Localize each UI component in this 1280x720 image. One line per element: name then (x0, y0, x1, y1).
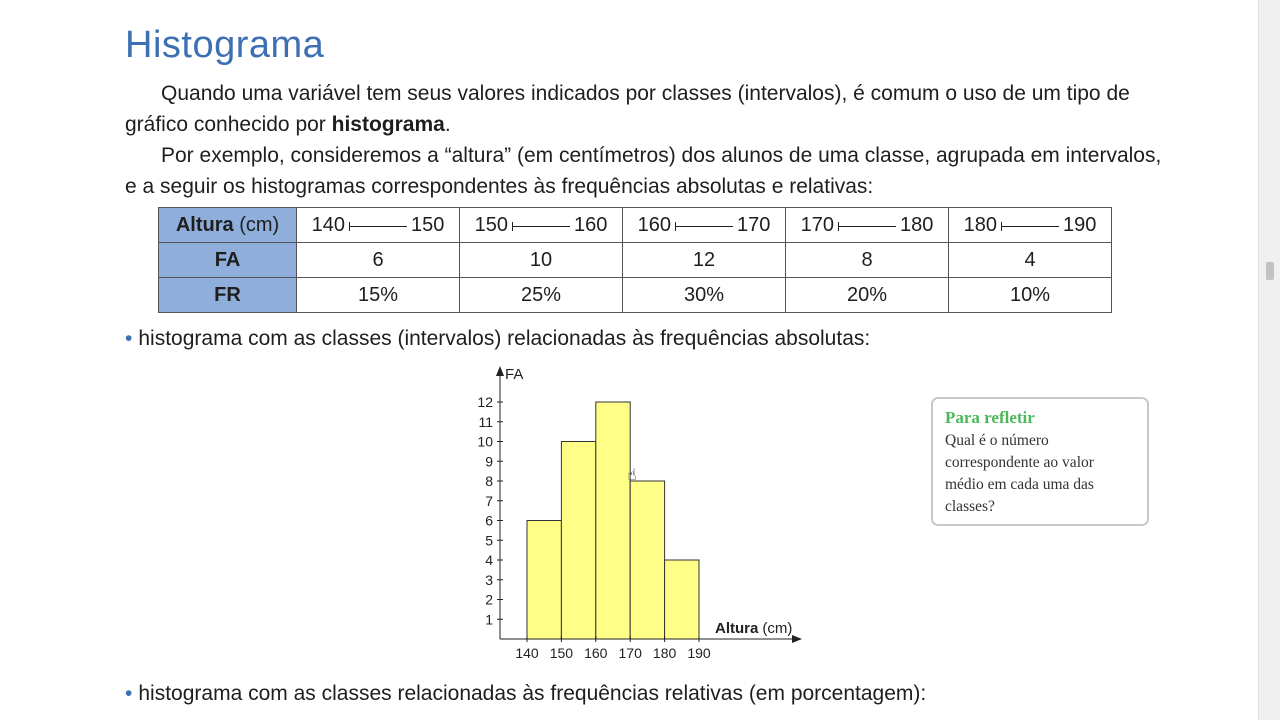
x-axis-arrow-icon (792, 635, 802, 643)
interval-to: 170 (737, 213, 771, 236)
intro-period: . (444, 113, 451, 136)
interval-from: 160 (637, 213, 671, 236)
bullet-absolute-text: histograma com as classes (intervalos) relacionadas às frequências absolutas: (138, 327, 871, 350)
example-paragraph (125, 140, 1165, 202)
fa-label: FA (214, 248, 241, 271)
interval-from: 140 (311, 213, 345, 236)
interval-to: 180 (900, 213, 934, 236)
bullet-absolute (125, 327, 870, 351)
table-cell: 12 (623, 243, 786, 278)
interval-bar-icon (349, 226, 407, 227)
header-altura-label: Altura (175, 213, 234, 236)
table-row-fr (159, 278, 1112, 313)
example-text: Por exemplo, consideremos a “altura” (em centímetros) dos alunos de uma classe, agrupada em intervalos, e a seguir os histogramas correspondentes às frequências absolutas e relativas: (125, 144, 1162, 198)
y-tick-label: 11 (478, 413, 493, 430)
table-cell: 6 (297, 243, 460, 278)
intro-paragraph (125, 78, 1165, 140)
x-axis-label-unit: (cm) (762, 620, 793, 637)
histogram-bar (596, 402, 630, 639)
x-axis-label-name: Altura (715, 620, 759, 637)
interval-bar-icon (512, 226, 570, 227)
row-label-fa (159, 243, 297, 278)
y-tick-label: 8 (485, 473, 493, 489)
interval-cell (460, 208, 623, 243)
y-tick-label: 6 (485, 512, 493, 529)
bullet-relative (125, 682, 926, 706)
table-cell: 4 (949, 243, 1112, 278)
frequency-table (158, 207, 1112, 313)
table-row-fa (159, 243, 1112, 278)
table-cell: 25% (460, 278, 623, 313)
y-tick-label: 10 (477, 433, 493, 450)
interval-from: 170 (800, 213, 834, 236)
interval-bar-icon (838, 226, 896, 227)
reflection-title: Para refletir (945, 408, 1035, 427)
y-tick-label: 7 (485, 492, 493, 509)
bullet-relative-text: histograma com as classes relacionadas às frequências relativas (em porcentagem): (138, 682, 927, 705)
interval-bar-icon (1001, 226, 1059, 227)
y-axis-label: FA (505, 366, 524, 383)
x-tick-label: 170 (618, 645, 642, 661)
table-cell: 15% (297, 278, 460, 313)
y-tick-label: 1 (485, 611, 493, 628)
x-axis-label (715, 620, 792, 637)
interval-to: 160 (574, 213, 608, 236)
histogram-bar (561, 442, 595, 640)
y-tick-label: 2 (485, 591, 493, 608)
histogram-chart (460, 360, 810, 665)
bullet-dot-icon: • (125, 682, 133, 705)
interval-cell (949, 208, 1112, 243)
reflection-body: Qual é o número correspondente ao valor médio em cada uma das classes? (945, 432, 1094, 515)
histogram-bar (630, 481, 664, 639)
interval-to: 150 (411, 213, 445, 236)
y-axis-ticks (477, 394, 503, 627)
histogram-bars (527, 402, 699, 639)
fr-label: FR (214, 283, 241, 306)
interval-cell (623, 208, 786, 243)
y-tick-label: 3 (485, 571, 493, 588)
y-tick-label: 9 (485, 453, 493, 470)
interval-to: 190 (1063, 213, 1097, 236)
table-cell: 30% (623, 278, 786, 313)
table-cell: 10 (460, 243, 623, 278)
hand-cursor-icon: ☝ (627, 467, 637, 484)
interval-from: 150 (474, 213, 508, 236)
y-tick-label: 4 (485, 552, 493, 568)
table-cell: 10% (949, 278, 1112, 313)
intro-text: Quando uma variável tem seus valores indicados por classes (intervalos), é comum o uso de um tipo de gráfico conhecido por (125, 82, 1130, 136)
vertical-scrollbar[interactable] (1258, 0, 1280, 720)
reflection-box (931, 397, 1149, 526)
histogram-bar (665, 560, 699, 639)
table-row-header (159, 208, 1112, 243)
x-tick-label: 180 (652, 645, 677, 661)
bullet-dot-icon: • (125, 327, 133, 350)
y-axis-arrow-icon (496, 366, 504, 376)
row-label-fr (159, 278, 297, 313)
y-tick-label: 12 (477, 394, 493, 410)
header-unit: (cm) (239, 213, 280, 236)
page-title: Histograma (125, 24, 325, 66)
interval-cell (297, 208, 460, 243)
interval-bar-icon (675, 226, 733, 227)
x-axis-ticks (515, 636, 711, 661)
y-tick-label: 5 (485, 532, 493, 549)
table-cell: 8 (786, 243, 949, 278)
histograma-term: histograma (331, 113, 445, 136)
table-cell: 20% (786, 278, 949, 313)
table-header-altura (159, 208, 297, 243)
x-tick-label: 160 (584, 645, 608, 661)
histogram-bar (527, 521, 561, 640)
interval-cell (786, 208, 949, 243)
x-tick-label: 190 (687, 645, 711, 661)
x-tick-label: 140 (515, 645, 539, 661)
x-tick-label: 150 (549, 645, 574, 661)
scrollbar-thumb[interactable] (1266, 262, 1274, 280)
interval-from: 180 (963, 213, 997, 236)
